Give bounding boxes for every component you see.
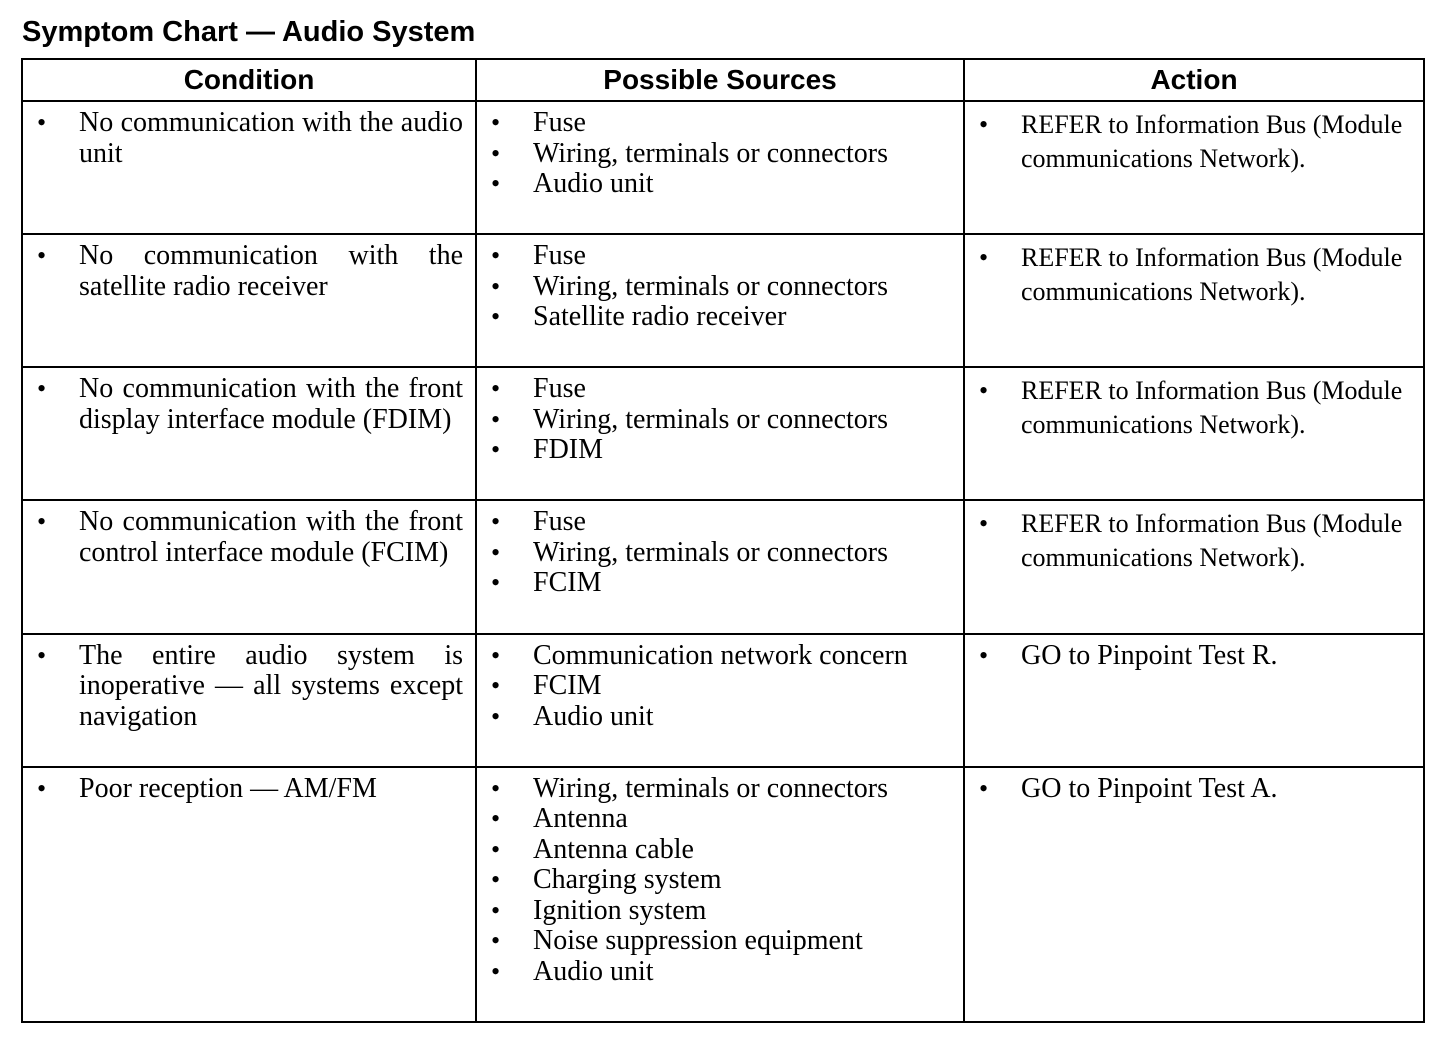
condition-cell — [22, 101, 476, 234]
sources-cell — [476, 500, 964, 633]
table-row — [22, 500, 1424, 633]
condition-cell — [22, 367, 476, 500]
action-text: • REFER to Information Bus (Module communications Network). — [965, 374, 1423, 441]
header-condition: Condition — [22, 59, 476, 101]
table-row — [22, 101, 1424, 234]
source-item: • FDIM — [477, 435, 963, 466]
action-text: • REFER to Information Bus (Module communications Network). — [965, 108, 1423, 175]
sources-cell — [476, 634, 964, 767]
source-item: • Fuse — [477, 507, 963, 538]
source-item: • Antenna cable — [477, 835, 963, 866]
action-text: • GO to Pinpoint Test R. — [965, 641, 1423, 672]
source-item: • Noise suppression equipment — [477, 926, 963, 957]
source-item: • FCIM — [477, 671, 963, 702]
condition-cell — [22, 767, 476, 1022]
condition-text: • No communication with the front display interface module (FDIM) — [23, 374, 475, 435]
source-item: • Antenna — [477, 804, 963, 835]
action-cell — [964, 234, 1424, 367]
table-row — [22, 634, 1424, 767]
source-item: • Charging system — [477, 865, 963, 896]
table-header-row — [22, 59, 1424, 101]
action-text: • GO to Pinpoint Test A. — [965, 774, 1423, 805]
condition-text: • No communication with the audio unit — [23, 108, 475, 169]
action-cell — [964, 767, 1424, 1022]
table-row — [22, 767, 1424, 1022]
condition-text: • No communication with the front control interface module (FCIM) — [23, 507, 475, 568]
condition-text: • No communication with the satellite radio receiver — [23, 241, 475, 302]
condition-text: • Poor reception — AM/FM — [23, 774, 475, 805]
condition-cell — [22, 634, 476, 767]
table-row — [22, 234, 1424, 367]
source-item: • Wiring, terminals or connectors — [477, 272, 963, 303]
symptom-chart-table — [21, 58, 1425, 1023]
source-item: • Audio unit — [477, 957, 963, 988]
sources-cell — [476, 767, 964, 1022]
action-text: • REFER to Information Bus (Module communications Network). — [965, 241, 1423, 308]
source-item: • Wiring, terminals or connectors — [477, 774, 963, 805]
sources-cell — [476, 367, 964, 500]
action-text: • REFER to Information Bus (Module communications Network). — [965, 507, 1423, 574]
condition-cell — [22, 234, 476, 367]
page-title: Symptom Chart — Audio System — [22, 16, 476, 48]
sources-cell — [476, 101, 964, 234]
source-item: • Communication network concern — [477, 641, 963, 672]
header-action: Action — [964, 59, 1424, 101]
source-item: • Wiring, terminals or connectors — [477, 405, 963, 436]
condition-cell — [22, 500, 476, 633]
action-cell — [964, 367, 1424, 500]
condition-text: • The entire audio system is inoperative — all systems except navigation — [23, 641, 475, 733]
source-item: • FCIM — [477, 568, 963, 599]
table-row — [22, 367, 1424, 500]
source-item: • Audio unit — [477, 169, 963, 200]
header-possible-sources: Possible Sources — [476, 59, 964, 101]
source-item: • Audio unit — [477, 702, 963, 733]
source-item: • Ignition system — [477, 896, 963, 927]
source-item: • Satellite radio receiver — [477, 302, 963, 333]
action-cell — [964, 634, 1424, 767]
sources-cell — [476, 234, 964, 367]
action-cell — [964, 500, 1424, 633]
action-cell — [964, 101, 1424, 234]
source-item: • Wiring, terminals or connectors — [477, 538, 963, 569]
source-item: • Wiring, terminals or connectors — [477, 139, 963, 170]
source-item: • Fuse — [477, 374, 963, 405]
source-item: • Fuse — [477, 108, 963, 139]
source-item: • Fuse — [477, 241, 963, 272]
